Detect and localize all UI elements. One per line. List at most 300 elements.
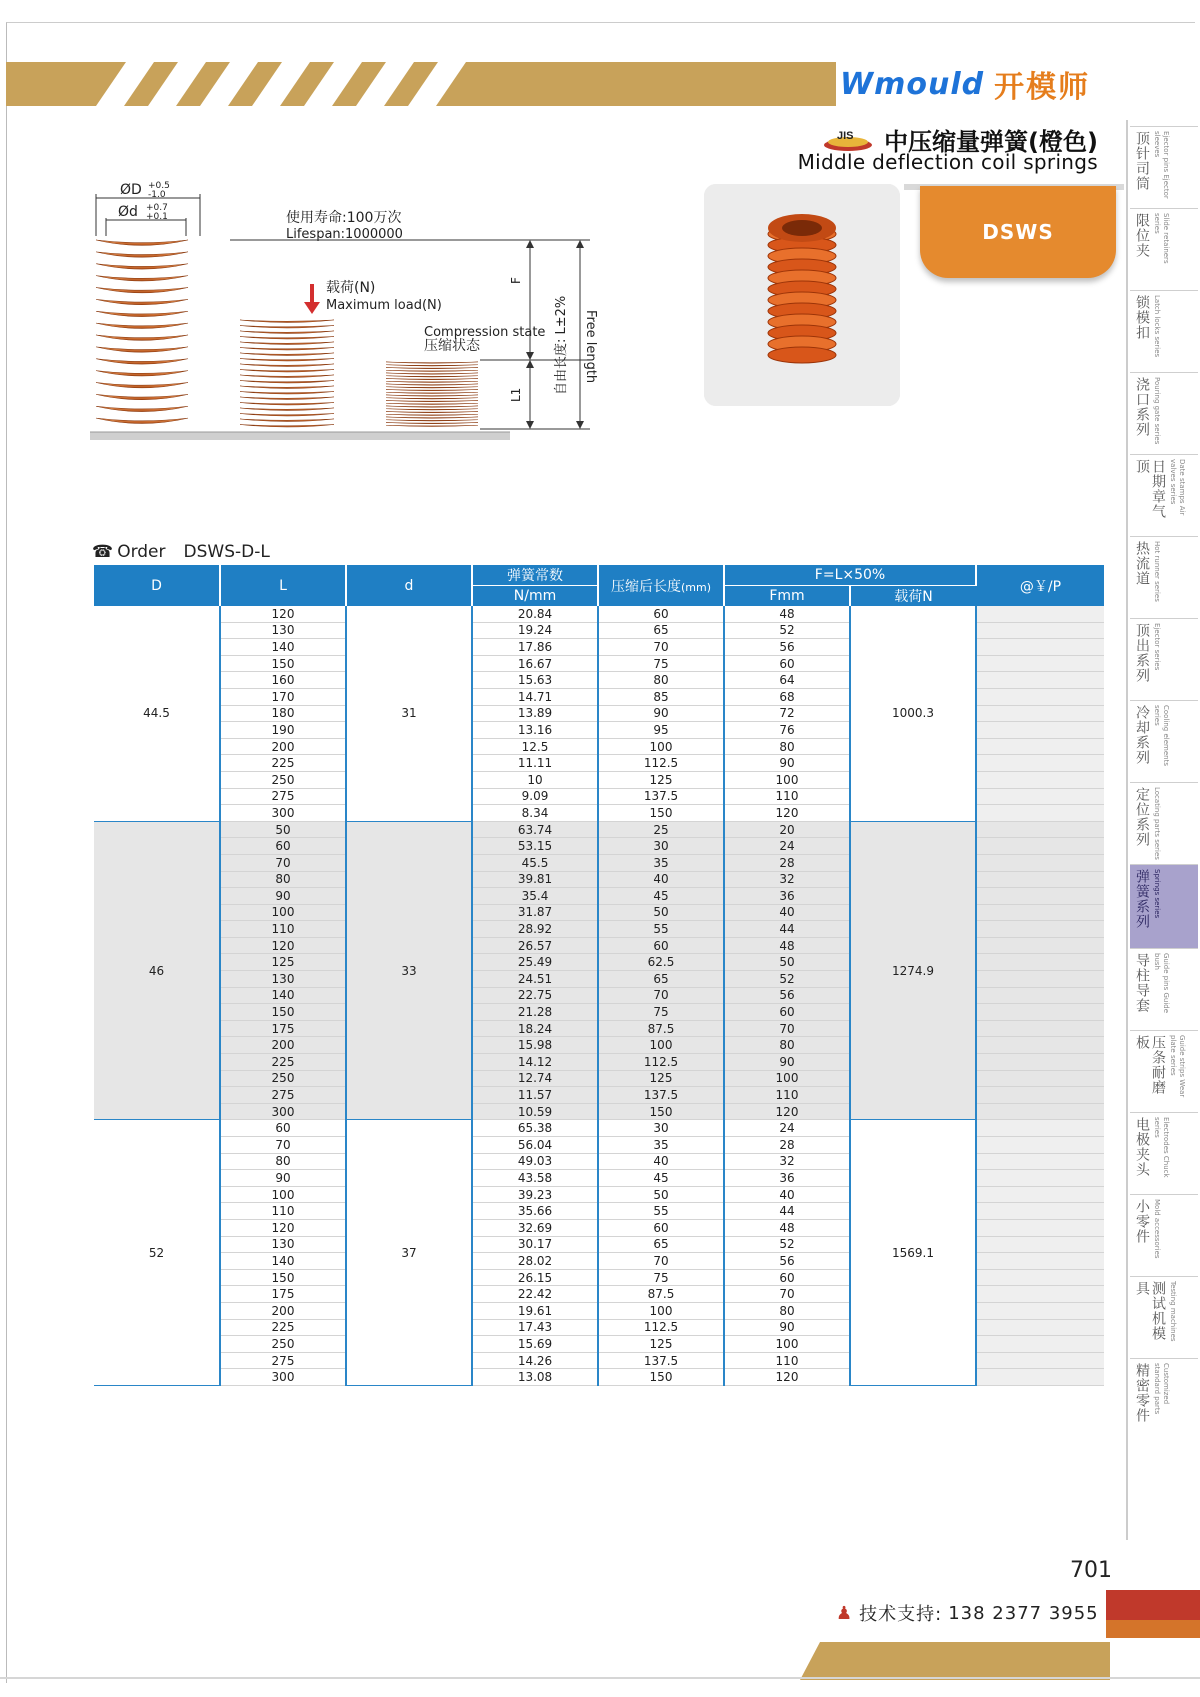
cell-fmm: 24 <box>724 1120 850 1137</box>
cell-price <box>976 1020 1104 1037</box>
cell-compressed: 30 <box>598 838 724 855</box>
sidebar-item[interactable] <box>1130 782 1198 864</box>
cell-compressed: 150 <box>598 1369 724 1386</box>
spring-coil <box>96 276 188 281</box>
cell-k: 14.71 <box>472 688 598 705</box>
sidebar-item[interactable] <box>1130 536 1198 618</box>
cell-price <box>976 921 1104 938</box>
cell-fmm: 100 <box>724 771 850 788</box>
sidebar-item-en: Mold accessories <box>1153 1199 1161 1259</box>
cell-price <box>976 805 1104 822</box>
cell-fmm: 44 <box>724 1203 850 1220</box>
spring-coil <box>96 264 188 269</box>
cell-d: 31 <box>346 606 472 821</box>
cell-price <box>976 1087 1104 1104</box>
spring-coil <box>240 337 334 339</box>
cell-compressed: 112.5 <box>598 755 724 772</box>
sidebar-item-label: 锁模扣 <box>1134 295 1150 340</box>
title-cn-text: 中压缩量弹簧(橙色) <box>884 128 1098 156</box>
cell-k: 49.03 <box>472 1153 598 1170</box>
lifespan-en: Lifespan:1000000 <box>286 227 403 242</box>
cell-L: 200 <box>220 738 346 755</box>
cell-price <box>976 1054 1104 1071</box>
cell-fmm: 68 <box>724 688 850 705</box>
sidebar-item-label: 限位夹 <box>1134 213 1150 258</box>
cell-compressed: 75 <box>598 655 724 672</box>
cell-L: 120 <box>220 1219 346 1236</box>
sidebar-item-en: Guide pins Guide bush <box>1153 953 1170 1014</box>
cell-price <box>976 755 1104 772</box>
spring-coil <box>96 252 188 257</box>
cell-L: 200 <box>220 1302 346 1319</box>
cell-k: 35.4 <box>472 888 598 905</box>
sidebar-item[interactable] <box>1130 1276 1198 1358</box>
spring-coil <box>96 418 188 423</box>
cell-k: 19.61 <box>472 1302 598 1319</box>
sidebar-divider <box>1126 120 1128 1540</box>
spec-table <box>94 565 1104 1386</box>
spring-coil <box>240 408 334 410</box>
cell-k: 9.09 <box>472 788 598 805</box>
cell-compressed: 30 <box>598 1120 724 1137</box>
label-L1: L1 <box>509 387 523 402</box>
cell-k: 28.92 <box>472 921 598 938</box>
spring-coil <box>96 288 188 293</box>
col-k-unit-header: N/mm <box>472 586 598 607</box>
cell-fmm: 64 <box>724 672 850 689</box>
page-number: 701 <box>1070 1558 1112 1583</box>
spring-coil <box>240 386 334 388</box>
spring-coil <box>240 320 334 322</box>
cell-fmm: 28 <box>724 854 850 871</box>
cell-k: 45.5 <box>472 854 598 871</box>
free-length-en: Free length <box>583 310 598 384</box>
cell-k: 12.5 <box>472 738 598 755</box>
cell-price <box>976 854 1104 871</box>
cell-compressed: 87.5 <box>598 1020 724 1037</box>
cell-price <box>976 1302 1104 1319</box>
sidebar-item-label: 冷却系列 <box>1134 705 1150 765</box>
cell-k: 24.51 <box>472 971 598 988</box>
brand-logo <box>840 62 1090 106</box>
sidebar-item-label: 定位系列 <box>1134 787 1150 847</box>
cell-fmm: 70 <box>724 1286 850 1303</box>
cell-k: 39.81 <box>472 871 598 888</box>
spring-coil <box>386 406 478 407</box>
cell-price <box>976 954 1104 971</box>
tech-support <box>836 1600 1099 1626</box>
cell-k: 25.49 <box>472 954 598 971</box>
cell-fmm: 120 <box>724 1103 850 1120</box>
sidebar-item[interactable] <box>1130 700 1198 782</box>
cell-fmm: 40 <box>724 1186 850 1203</box>
cell-fmm: 56 <box>724 639 850 656</box>
cell-price <box>976 606 1104 622</box>
cell-compressed: 70 <box>598 639 724 656</box>
sidebar-item-label: 热流道 <box>1134 541 1150 586</box>
spring-coil <box>386 412 478 413</box>
header-stripes <box>6 62 836 106</box>
sidebar-item[interactable] <box>1130 454 1198 536</box>
cell-fmm: 110 <box>724 1087 850 1104</box>
cell-fmm: 76 <box>724 722 850 739</box>
cell-fmm: 56 <box>724 1253 850 1270</box>
cell-L: 150 <box>220 655 346 672</box>
person-icon: ♟ <box>836 1602 854 1624</box>
spring-coil <box>240 353 334 355</box>
cell-L: 300 <box>220 805 346 822</box>
cell-compressed: 150 <box>598 805 724 822</box>
lifespan-cn: 使用寿命:100万次 <box>286 210 402 226</box>
cell-compressed: 100 <box>598 1302 724 1319</box>
footer-line <box>0 1677 1200 1679</box>
cell-D: 44.5 <box>94 606 220 821</box>
cell-fmm: 40 <box>724 904 850 921</box>
cell-compressed: 112.5 <box>598 1054 724 1071</box>
cell-compressed: 40 <box>598 1153 724 1170</box>
cell-fmm: 50 <box>724 954 850 971</box>
cell-k: 26.57 <box>472 937 598 954</box>
cell-compressed: 55 <box>598 921 724 938</box>
sidebar-item-label: 日期章气顶 <box>1134 459 1166 519</box>
cell-k: 22.42 <box>472 1286 598 1303</box>
cell-compressed: 65 <box>598 622 724 639</box>
cell-k: 8.34 <box>472 805 598 822</box>
spring-coil <box>240 414 334 416</box>
cell-compressed: 65 <box>598 1236 724 1253</box>
load-en: Maximum load(N) <box>326 298 442 313</box>
sidebar-item[interactable] <box>1130 948 1198 1030</box>
cell-fmm: 60 <box>724 1269 850 1286</box>
cell-k: 26.15 <box>472 1269 598 1286</box>
cell-L: 175 <box>220 1286 346 1303</box>
footer-orange-bar <box>1106 1620 1200 1638</box>
order-label: Order <box>117 542 166 562</box>
sidebar-item[interactable] <box>1130 1030 1198 1112</box>
cell-compressed: 125 <box>598 1336 724 1353</box>
spring-coil <box>96 323 188 328</box>
spring-coil <box>386 384 478 385</box>
cell-L: 60 <box>220 1120 346 1137</box>
sidebar-item-label: 压条耐磨板 <box>1134 1035 1166 1095</box>
spring-coil <box>386 376 478 377</box>
cell-price <box>976 838 1104 855</box>
spring-coil <box>240 326 334 328</box>
spring-coil <box>386 420 478 421</box>
dim-D-tol-low: -1.0 <box>148 190 166 200</box>
cell-fmm: 120 <box>724 805 850 822</box>
cell-k: 32.69 <box>472 1219 598 1236</box>
support-phone: 138 2377 3955 <box>948 1602 1099 1624</box>
sidebar-item-en: Springs series <box>1153 869 1161 919</box>
sidebar-item-en: Ejector pins Ejector sleeves <box>1153 131 1170 199</box>
cell-k: 17.86 <box>472 639 598 656</box>
spring-coil <box>386 368 478 369</box>
cell-L: 120 <box>220 606 346 622</box>
spring-coil <box>386 409 478 410</box>
cell-L: 100 <box>220 904 346 921</box>
cell-fmm: 120 <box>724 1369 850 1386</box>
cell-price <box>976 1120 1104 1137</box>
cell-L: 190 <box>220 722 346 739</box>
cell-L: 125 <box>220 954 346 971</box>
cell-L: 50 <box>220 821 346 838</box>
cell-k: 15.69 <box>472 1336 598 1353</box>
cell-fmm: 36 <box>724 888 850 905</box>
load-arrow-icon <box>304 284 320 314</box>
cell-price <box>976 655 1104 672</box>
cell-k: 10 <box>472 771 598 788</box>
spring-coil <box>386 398 478 399</box>
sidebar-item-label: 精密零件 <box>1134 1363 1150 1423</box>
label-F: F <box>509 277 523 284</box>
load-cn: 载荷(N) <box>326 280 376 296</box>
cell-L: 150 <box>220 1004 346 1021</box>
cell-D: 52 <box>94 1120 220 1386</box>
sidebar-item[interactable] <box>1130 618 1198 700</box>
cell-k: 22.75 <box>472 987 598 1004</box>
cell-price <box>976 987 1104 1004</box>
spring-coil <box>386 362 478 363</box>
cell-k: 53.15 <box>472 838 598 855</box>
cell-fmm: 80 <box>724 1037 850 1054</box>
cell-k: 39.23 <box>472 1186 598 1203</box>
phone-icon: ☎ <box>92 542 114 562</box>
cell-compressed: 137.5 <box>598 1087 724 1104</box>
cell-k: 19.24 <box>472 622 598 639</box>
col-load-header: 载荷N <box>850 586 976 607</box>
cell-compressed: 125 <box>598 771 724 788</box>
cell-compressed: 90 <box>598 705 724 722</box>
cell-price <box>976 771 1104 788</box>
cell-compressed: 150 <box>598 1103 724 1120</box>
sidebar-item[interactable] <box>1130 290 1198 372</box>
cell-fmm: 32 <box>724 871 850 888</box>
product-title-en: Middle deflection coil springs <box>797 150 1098 174</box>
sidebar-item-label: 导柱导套 <box>1134 953 1150 1013</box>
support-label: 技术支持: <box>859 1604 943 1625</box>
cell-D: 46 <box>94 821 220 1120</box>
cell-compressed: 50 <box>598 1186 724 1203</box>
cell-fmm: 110 <box>724 1352 850 1369</box>
cell-compressed: 55 <box>598 1203 724 1220</box>
cell-L: 70 <box>220 1137 346 1154</box>
category-sidebar <box>1130 126 1198 1440</box>
spring-coil <box>386 373 478 374</box>
spring-coil <box>96 394 188 399</box>
cell-fmm: 80 <box>724 738 850 755</box>
cell-L: 225 <box>220 1054 346 1071</box>
cell-k: 65.38 <box>472 1120 598 1137</box>
orange-spring-image <box>704 184 900 406</box>
cell-L: 300 <box>220 1369 346 1386</box>
cell-price <box>976 1319 1104 1336</box>
cell-compressed: 35 <box>598 854 724 871</box>
cell-compressed: 70 <box>598 987 724 1004</box>
cell-L: 140 <box>220 639 346 656</box>
col-d-header: d <box>346 565 472 606</box>
order-code-value: DSWS-D-L <box>183 542 270 562</box>
spring-coil <box>240 331 334 333</box>
sidebar-item[interactable] <box>1130 208 1198 290</box>
cell-fmm: 80 <box>724 1302 850 1319</box>
cell-price <box>976 1137 1104 1154</box>
cell-price <box>976 639 1104 656</box>
cell-price <box>976 672 1104 689</box>
cell-L: 110 <box>220 1203 346 1220</box>
sidebar-item-en: Slide retainers series <box>1153 213 1170 264</box>
cell-price <box>976 688 1104 705</box>
sidebar-item[interactable] <box>1130 372 1198 454</box>
cell-price <box>976 722 1104 739</box>
cell-L: 250 <box>220 1070 346 1087</box>
cell-k: 11.11 <box>472 755 598 772</box>
spring-coil <box>96 240 188 245</box>
cell-price <box>976 1219 1104 1236</box>
cell-L: 180 <box>220 705 346 722</box>
spring-coil <box>240 403 334 405</box>
cell-k: 56.04 <box>472 1137 598 1154</box>
cell-price <box>976 1004 1104 1021</box>
cell-d: 37 <box>346 1120 472 1386</box>
jis-text: JIS <box>837 129 854 142</box>
state-en: Compression state <box>424 325 546 340</box>
table-row <box>94 606 1104 622</box>
cell-price <box>976 1352 1104 1369</box>
cell-k: 11.57 <box>472 1087 598 1104</box>
cell-price <box>976 788 1104 805</box>
spring-coil <box>386 392 478 393</box>
spring-coil <box>240 392 334 394</box>
sidebar-item[interactable] <box>1130 1112 1198 1194</box>
cell-k: 15.63 <box>472 672 598 689</box>
cell-price <box>976 1336 1104 1353</box>
col-fmm-header: Fmm <box>724 586 850 607</box>
spring-coil <box>96 406 188 411</box>
brand-cn: 开模师 <box>994 70 1091 105</box>
cell-price <box>976 1253 1104 1270</box>
cell-k: 20.84 <box>472 606 598 622</box>
col-L-header: L <box>220 565 346 606</box>
cell-compressed: 100 <box>598 738 724 755</box>
sidebar-item[interactable] <box>1130 1358 1198 1440</box>
cell-compressed: 75 <box>598 1004 724 1021</box>
sidebar-item[interactable] <box>1130 126 1198 208</box>
cell-fmm: 44 <box>724 921 850 938</box>
cell-load: 1569.1 <box>850 1120 976 1386</box>
cell-price <box>976 1070 1104 1087</box>
cell-compressed: 87.5 <box>598 1286 724 1303</box>
cell-compressed: 65 <box>598 971 724 988</box>
cell-k: 10.59 <box>472 1103 598 1120</box>
spring-coil <box>386 390 478 391</box>
sidebar-item-en: Hot runner series <box>1153 541 1161 602</box>
cell-L: 225 <box>220 1319 346 1336</box>
cell-L: 175 <box>220 1020 346 1037</box>
loaded-spring-illustration <box>240 320 334 427</box>
cell-price <box>976 971 1104 988</box>
spring-coil <box>386 401 478 402</box>
cell-L: 90 <box>220 888 346 905</box>
product-code-tab: DSWS <box>920 186 1116 278</box>
cell-fmm: 48 <box>724 937 850 954</box>
cell-L: 275 <box>220 788 346 805</box>
cell-L: 200 <box>220 1037 346 1054</box>
cell-d: 33 <box>346 821 472 1120</box>
cell-k: 21.28 <box>472 1004 598 1021</box>
cell-price <box>976 888 1104 905</box>
spring-coil <box>96 359 188 364</box>
cell-compressed: 60 <box>598 606 724 622</box>
spring-coil <box>240 342 334 344</box>
cell-compressed: 60 <box>598 937 724 954</box>
compressed-spring-illustration <box>386 362 478 426</box>
cell-fmm: 72 <box>724 705 850 722</box>
cell-L: 160 <box>220 672 346 689</box>
cell-compressed: 50 <box>598 904 724 921</box>
cell-L: 300 <box>220 1103 346 1120</box>
cell-fmm: 60 <box>724 655 850 672</box>
cell-fmm: 90 <box>724 755 850 772</box>
cell-k: 28.02 <box>472 1253 598 1270</box>
spring-coil <box>96 311 188 316</box>
dim-d-label: Ød <box>118 204 138 220</box>
spring-coil <box>386 395 478 396</box>
sidebar-item-en: Latch locks series <box>1153 295 1161 358</box>
sidebar-item-en: Date stamps Air valves series <box>1169 459 1186 516</box>
cell-price <box>976 705 1104 722</box>
cell-price <box>976 871 1104 888</box>
sidebar-item[interactable] <box>1130 864 1198 948</box>
cell-L: 150 <box>220 1269 346 1286</box>
cell-compressed: 70 <box>598 1253 724 1270</box>
cell-fmm: 100 <box>724 1336 850 1353</box>
cell-L: 130 <box>220 971 346 988</box>
sidebar-item-label: 顶出系列 <box>1134 623 1150 683</box>
cell-compressed: 80 <box>598 672 724 689</box>
cell-compressed: 75 <box>598 1269 724 1286</box>
cell-fmm: 52 <box>724 971 850 988</box>
sidebar-item-label: 顶针司筒 <box>1134 131 1150 191</box>
cell-k: 13.16 <box>472 722 598 739</box>
cell-fmm: 90 <box>724 1319 850 1336</box>
sidebar-item-en: Locating parts series <box>1153 787 1161 860</box>
spring-coil <box>96 371 188 376</box>
cell-L: 275 <box>220 1087 346 1104</box>
sidebar-item[interactable] <box>1130 1194 1198 1276</box>
cell-price <box>976 1369 1104 1386</box>
cell-k: 17.43 <box>472 1319 598 1336</box>
sidebar-item-label: 浇口系列 <box>1134 377 1150 437</box>
cell-L: 250 <box>220 771 346 788</box>
spring-coil <box>240 425 334 427</box>
cell-price <box>976 1203 1104 1220</box>
cell-price <box>976 1103 1104 1120</box>
sidebar-item-en: Customized standard parts <box>1153 1363 1170 1415</box>
cell-L: 170 <box>220 688 346 705</box>
spring-coil <box>386 370 478 371</box>
cell-fmm: 20 <box>724 821 850 838</box>
cell-price <box>976 904 1104 921</box>
cell-fmm: 28 <box>724 1137 850 1154</box>
product-photo <box>704 184 900 406</box>
cell-price <box>976 1153 1104 1170</box>
brand-latin: Wmould <box>840 66 985 102</box>
cell-L: 70 <box>220 854 346 871</box>
cell-fmm: 56 <box>724 987 850 1004</box>
cell-price <box>976 937 1104 954</box>
cell-k: 30.17 <box>472 1236 598 1253</box>
